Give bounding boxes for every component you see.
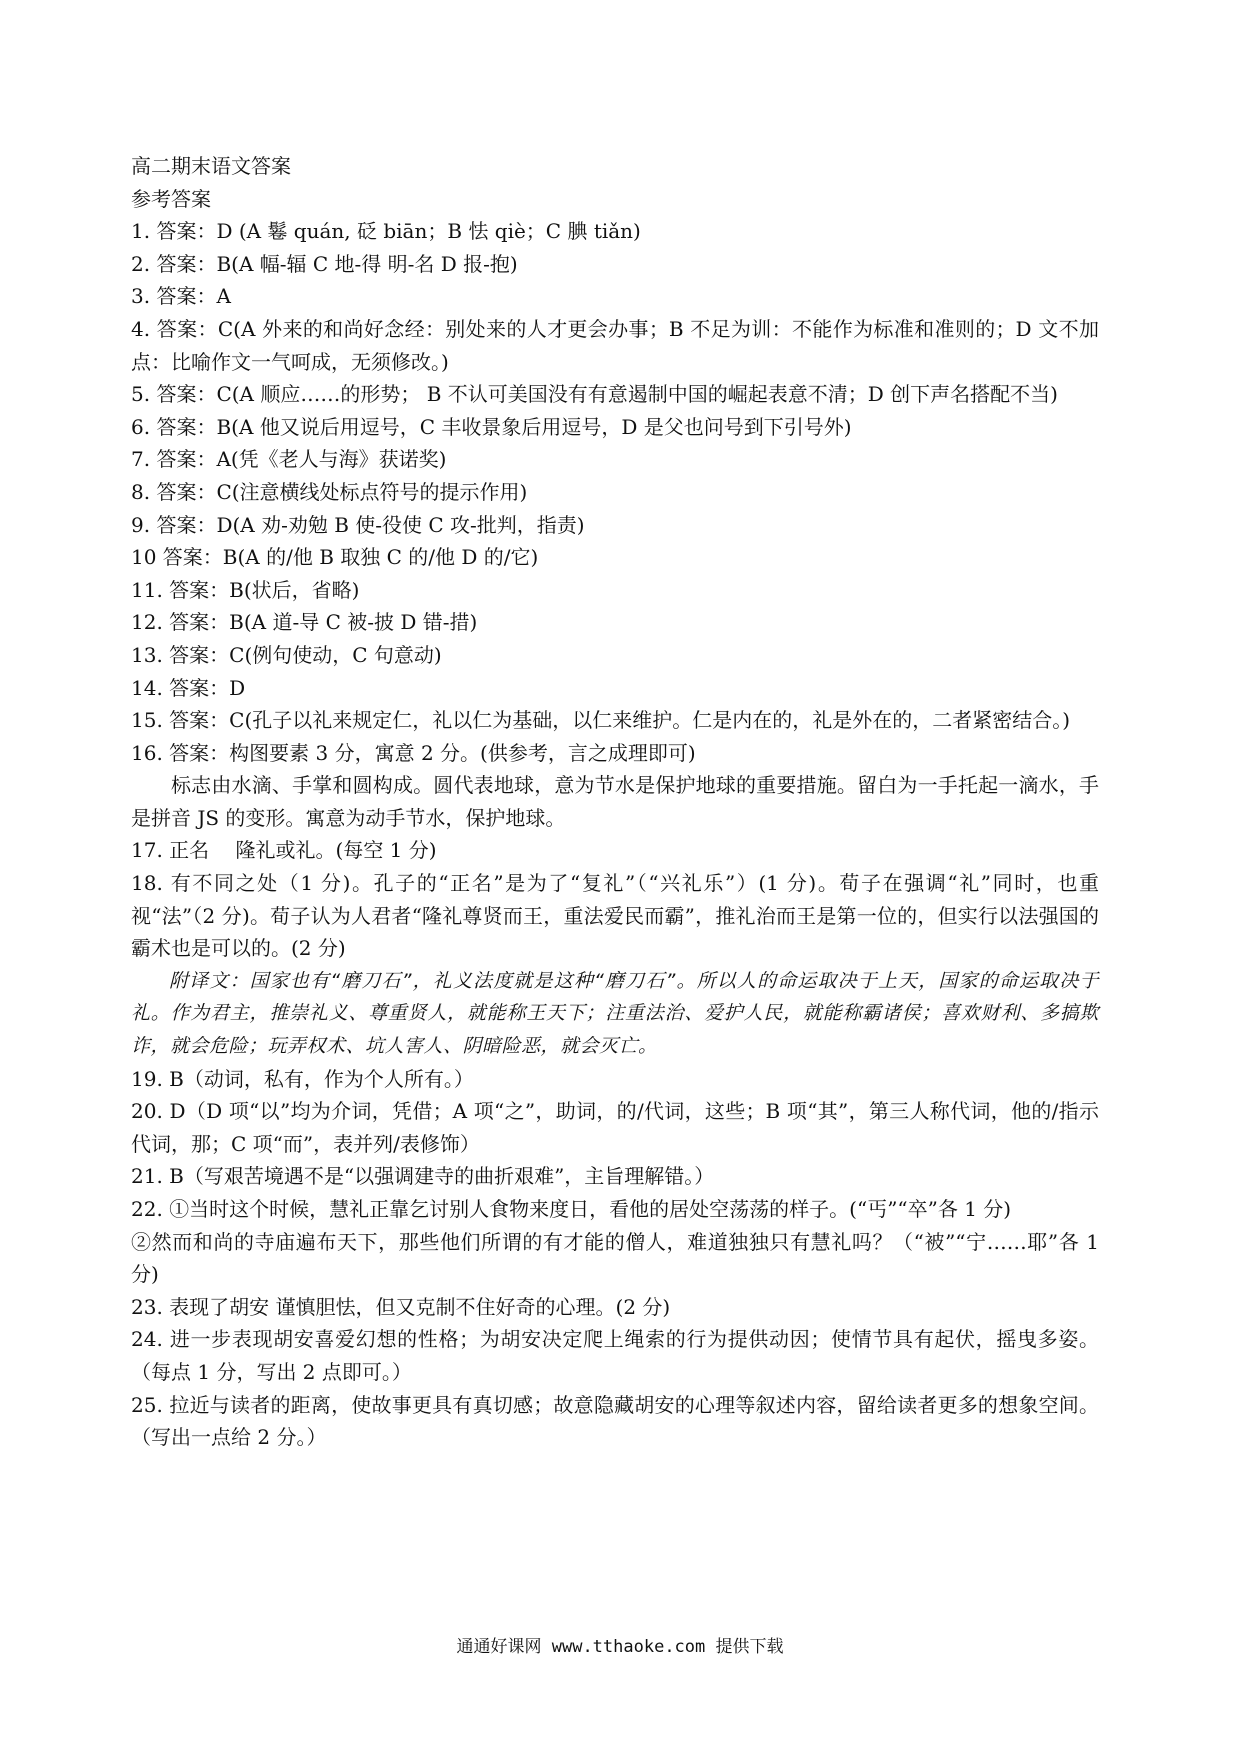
answer-12: 12. 答案：B(A 道-导 C 被-披 D 错-措) <box>131 610 478 635</box>
answer-10: 10 答案：B(A 的/他 B 取独 C 的/他 D 的/它) <box>131 545 539 570</box>
answer-17: 17. 正名 隆礼或礼。(每空 1 分) <box>131 838 437 863</box>
footer-download-note: 通通好课网 www.tthaoke.com 提供下载 <box>456 1637 784 1657</box>
answer-16-explanation: 标志由水滴、手掌和圆构成。圆代表地球，意为节水是保护地球的重要措施。留白为一手托起一滴水，手是拼音 JS 的变形。寓意为动手节水，保护地球。 <box>131 773 1099 830</box>
document-title: 高二期末语文答案 <box>131 154 291 178</box>
answer-19: 19. B（动词，私有，作为个人所有。） <box>131 1066 474 1091</box>
answer-13: 13. 答案：C(例句使动，C 句意动) <box>131 642 442 667</box>
answer-3: 3. 答案：A <box>131 284 231 309</box>
answer-23: 23. 表现了胡安 谨慎胆怯，但又克制不住好奇的心理。(2 分) <box>131 1294 671 1319</box>
answer-1: 1. 答案：D (A 鬈 quán, 砭 biān；B 怯 qiè；C 腆 tiǎn) <box>131 219 641 244</box>
answer-22-part-2: ②然而和尚的寺庙遍布天下，那些他们所谓的有才能的僧人，难道独独只有慧礼吗？（“被”“宁……耶”各 1 分) <box>131 1229 1099 1287</box>
answer-20: 20. D（D 项“以”均为介词，凭借；A 项“之”，助词，的/代词，这些；B 项“其”，第三人称代词，他的/指示代词，那；C 项“而”，表并列/表修饰） <box>131 1099 1099 1156</box>
answer-15: 15. 答案：C(孔子以礼来规定仁，礼以仁为基础，以仁来维护。仁是内在的，礼是外在的，二者紧密结合。) <box>131 708 1071 733</box>
answer-2: 2. 答案：B(A 幅-辐 C 地-得 明-名 D 报-抱) <box>131 251 518 276</box>
answer-9: 9. 答案：D(A 劝-劝勉 B 使-役使 C 攻-批判，指责) <box>131 512 585 537</box>
answer-16: 16. 答案：构图要素 3 分，寓意 2 分。(供参考，言之成理即可) <box>131 740 696 765</box>
answer-4: 4. 答案：C(A 外来的和尚好念经：别处来的人才更会办事；B 不足为训：不能作为标准和准则的；D 文不加点：比喻作文一气呵成，无须修改。) <box>131 316 1099 374</box>
answer-document <box>131 150 1099 1454</box>
answer-7: 7. 答案：A(凭《老人与海》获诺奖) <box>131 447 447 472</box>
document-subtitle: 参考答案 <box>131 186 211 211</box>
answer-14: 14. 答案：D <box>131 675 246 700</box>
answer-22-part-1: 22. ①当时这个时候，慧礼正靠乞讨别人食物来度日，看他的居处空荡荡的样子。(“丐”“卒”各 1 分) <box>131 1197 1012 1221</box>
answer-6: 6. 答案：B(A 他又说后用逗号，C 丰收景象后用逗号，D 是父也问号到下引号外) <box>131 414 852 439</box>
answer-5: 5. 答案：C(A 顺应……的形势； B 不认可美国没有有意遏制中国的崛起表意不清；D 创下声名搭配不当) <box>131 382 1058 407</box>
answer-11: 11. 答案：B(状后，省略) <box>131 577 360 602</box>
answer-18-translation: 附译文：国家也有“磨刀石”，礼义法度就是这种“磨刀石”。所以人的命运取决于上天，国家的命运取决于礼。作为君主，推崇礼义、尊重贤人，就能称王天下；注重法治、爱护人民，就能称霸诸侯；喜欢财利、多搞欺诈，就会危险；玩弄权术、坑人害人、阴暗险恶，就会灭亡。 <box>131 969 1099 1058</box>
answer-21: 21. B（写艰苦境遇不是“以强调建寺的曲折艰难”，主旨理解错。） <box>131 1164 715 1189</box>
answer-18: 18. 有不同之处（1 分)。孔子的“正名”是为了“复礼”（“兴礼乐”）(1 分)。荀子在强调“礼”同时，也重视“法”（2 分)。荀子认为人君者“隆礼尊贤而王，重法爱民而霸”，推礼治而王是第一位的，但实行以法强国的霸术也是可以的。(2 分) <box>131 871 1099 961</box>
answer-25: 25. 拉近与读者的距离，使故事更具有真切感；故意隐藏胡安的心理等叙述内容，留给读者更多的想象空间。（写出一点给 2 分。） <box>131 1392 1099 1450</box>
answer-8: 8. 答案：C(注意横线处标点符号的提示作用) <box>131 479 528 504</box>
answer-24: 24. 进一步表现胡安喜爱幻想的性格；为胡安决定爬上绳索的行为提供动因；使情节具有起伏，摇曳多姿。（每点 1 分，写出 2 点即可。） <box>131 1327 1099 1384</box>
